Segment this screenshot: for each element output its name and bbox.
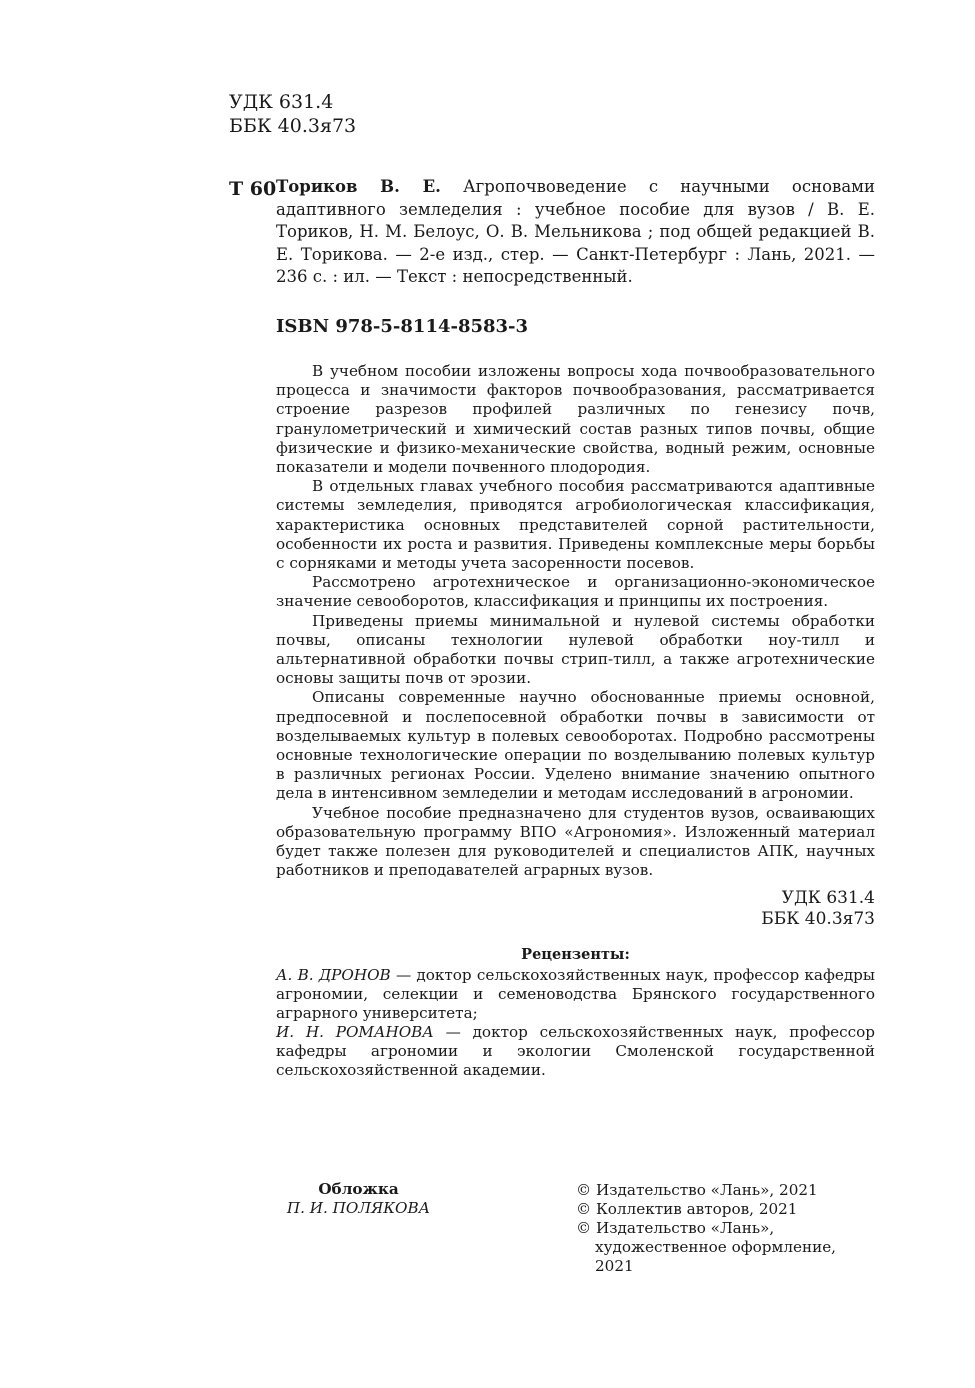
reviewer-name: И. Н. РОМАНОВА xyxy=(276,1023,434,1041)
cover-designer: П. И. ПОЛЯКОВА xyxy=(286,1199,431,1217)
classification-codes-top xyxy=(229,90,356,138)
annotation-paragraph: В отдельных главах учебного пособия рассматриваются адаптивные системы земледелия, приводятся агробиологическая классификация, характеристика основных представителей сорной растительности, особенности их роста и развития. Приведены комплексные меры борьбы с сорняками и методы учета засоренности посевов. xyxy=(276,477,875,573)
annotation-paragraph: Рассмотрено агротехническое и организационно-экономическое значение севооборотов, классификация и принципы их построения. xyxy=(276,573,875,611)
cover-credit xyxy=(276,1180,441,1218)
reviewer-description: — доктор сельскохозяйственных наук, профессор кафедры агрономии и экологии Смоленской государственной сельскохозяйственной академии. xyxy=(276,1023,875,1080)
annotation-paragraph: Приведены приемы минимальной и нулевой системы обработки почвы, описаны технологии нулевой обработки ноу-тилл и альтернативной обработки почвы стрип-тилл, а также агротехнические основы защиты почв от эрозии. xyxy=(276,611,875,688)
reviewer-entry xyxy=(276,1023,875,1081)
reviewer-description: — доктор сельскохозяйственных наук, профессор кафедры агрономии, селекции и семеноводства Брянского государственного аграрного университета; xyxy=(276,966,875,1023)
annotation-paragraph: Описаны современные научно обоснованные приемы основной, предпосевной и послепосевной обработки почвы в зависимости от возделываемых культур в полевых севооборотах. Подробно рассмотрены основные технологические операции по возделыванию полевых культур в различных регионах России. Уделено внимание значению опытного дела в интенсивном земледелии и методам исследований в агрономии. xyxy=(276,688,875,803)
reviewer-name: А. В. ДРОНОВ xyxy=(276,966,391,984)
cover-label: Обложка xyxy=(318,1180,399,1198)
udk-code: УДК 631.4 xyxy=(229,91,334,113)
copyright-block xyxy=(576,1181,876,1276)
copyright-line: © Коллектив авторов, 2021 xyxy=(576,1200,798,1218)
annotation xyxy=(276,362,875,880)
bibliographic-entry xyxy=(276,176,875,289)
udk-code: УДК 631.4 xyxy=(781,888,875,908)
annotation-paragraph: В учебном пособии изложены вопросы хода почвообразовательного процесса и значимости факторов почвообразования, рассматривается строение разрезов профилей различных по генезису почв, гранулометрический и химический состав разных типов почвы, общие физические и физико-механические свойства, водный режим, основные показатели и модели почвенного плодородия. xyxy=(276,362,875,477)
catalog-code: Т 60 xyxy=(229,178,277,200)
bib-author: Ториков В. Е. xyxy=(276,177,441,196)
bbk-code: ББК 40.3я73 xyxy=(229,115,357,137)
copyright-line: © Издательство «Лань», xyxy=(576,1219,775,1237)
bib-description: Агропочвоведение с научными основами адаптивного земледелия : учебное пособие для вузов / В. Е. Ториков, Н. М. Белоус, О. В. Мельникова ; под общей редакцией В. Е. Торикова. — 2-е изд., стер. — Санкт-Петербург : Лань, 2021. — 236 с. : ил. — Текст : непосредственный. xyxy=(276,177,875,286)
classification-codes-bottom xyxy=(700,888,875,930)
reviewer-entry xyxy=(276,966,875,1024)
annotation-paragraph: Учебное пособие предназначено для студентов вузов, осваивающих образовательную программу ВПО «Агрономия». Изложенный материал будет также полезен для руководителей и специалистов АПК, научных работников и преподавателей аграрных вузов. xyxy=(276,803,875,880)
copyright-line: © Издательство «Лань», 2021 xyxy=(576,1181,818,1199)
reviewers-title: Рецензенты: xyxy=(521,946,630,963)
isbn: ISBN 978-5-8114-8583-3 xyxy=(276,316,529,337)
copyright-line: художественное оформление, 2021 xyxy=(595,1238,837,1275)
bbk-code: ББК 40.3я73 xyxy=(761,909,875,929)
